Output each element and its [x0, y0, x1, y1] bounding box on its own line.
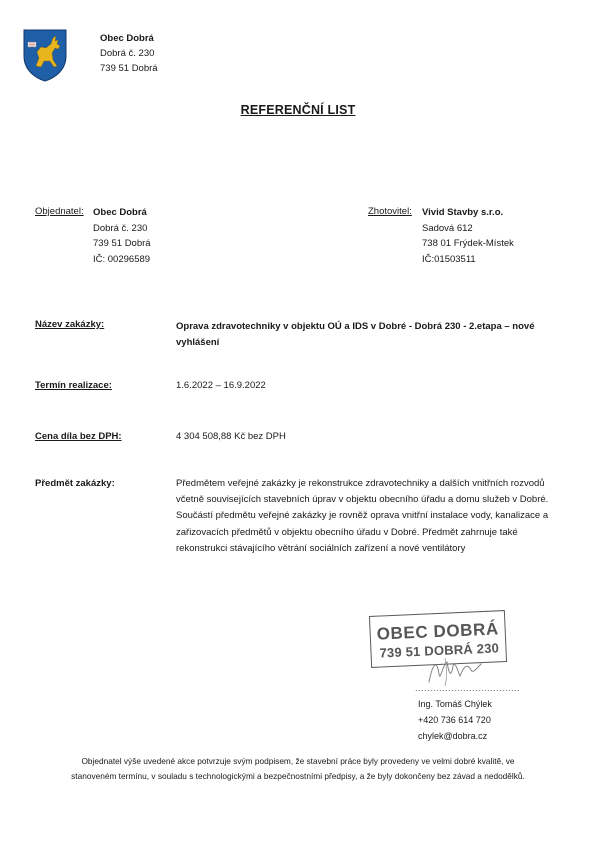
footer-line1: Objednatel výše uvedené akce potvrzuje svým podpisem, že stavební práce byly provedeny ve velmi dobré kvalitě, ve — [81, 756, 515, 766]
org-address-line2: 739 51 Dobrá — [100, 63, 158, 74]
contractor-line3: IČ:01503511 — [422, 253, 476, 265]
term-label: Termín realizace: — [35, 380, 112, 391]
signer-email: chylek@dobra.cz — [418, 731, 488, 741]
org-address-line1: Dobrá č. 230 — [100, 48, 155, 59]
client-block — [93, 205, 151, 267]
subject-value: Předmětem veřejné zakázky je rekonstrukce zdravotechniky a dalších vnitřních rozvodů včetně souvisejících stavebních úprav v objektu obecního úřadu a domu služeb v Dobré. Součástí předmětu veřejné zakázky je rovněž oprava vnitřní instalace vody, kanalizace a zařizovacích předmětů v objektu obecního úřadu v Dobré. Předmět zahrnuje také rekonstrukci stávajícího větrání sociálních zařízení a nové ventilátory — [176, 478, 549, 554]
contractor-line1: Sadová 612 — [422, 222, 473, 234]
contract-name-value: Oprava zdravotechniky v objektu OÚ a IDS v Dobré - Dobrá 230 - 2.etapa – nové vyhlášení — [176, 321, 535, 348]
client-line2: 739 51 Dobrá — [93, 238, 151, 249]
client-line1: Dobrá č. 230 — [93, 222, 148, 234]
contractor-line2: 738 01 Frýdek-Místek — [422, 238, 514, 249]
confirmation-footer — [30, 754, 566, 783]
contract-name-label: Název zakázky: — [35, 319, 105, 330]
contractor-name: Vivid Stavby s.r.o. — [422, 207, 504, 218]
stamp-line2: 739 51 DOBRÁ 230 — [379, 640, 500, 661]
signer-phone: +420 736 614 720 — [418, 715, 491, 725]
client-name: Obec Dobrá — [93, 207, 147, 218]
signer-name: Ing. Tomáš Chýlek — [418, 699, 492, 709]
contractor-label: Zhotovitel: — [368, 206, 412, 217]
document-title: REFERENČNÍ LIST — [240, 103, 356, 117]
client-line3: IČ: 00296589 — [93, 253, 151, 265]
term-value: 1.6.2022 – 16.9.2022 — [176, 380, 266, 391]
subject-label: Předmět zakázky: — [35, 478, 115, 489]
footer-line2: stanoveném termínu, v souladu s technologickými a bezpečnostními předpisy, a že byly dokončeny bez závad a nedodělků. — [71, 770, 525, 781]
price-value: 4 304 508,88 Kč bez DPH — [176, 431, 286, 442]
org-name: Obec Dobrá — [100, 33, 154, 44]
header-address — [100, 31, 158, 76]
price-label: Cena díla bez DPH: — [35, 431, 122, 442]
stamp-line1: OBEC DOBRÁ — [376, 619, 500, 644]
contractor-block — [422, 205, 514, 267]
client-label: Objednatel: — [35, 206, 84, 217]
signer-block — [418, 696, 492, 744]
coat-of-arms-icon — [22, 28, 68, 82]
signature-line: ................................... — [415, 683, 521, 693]
